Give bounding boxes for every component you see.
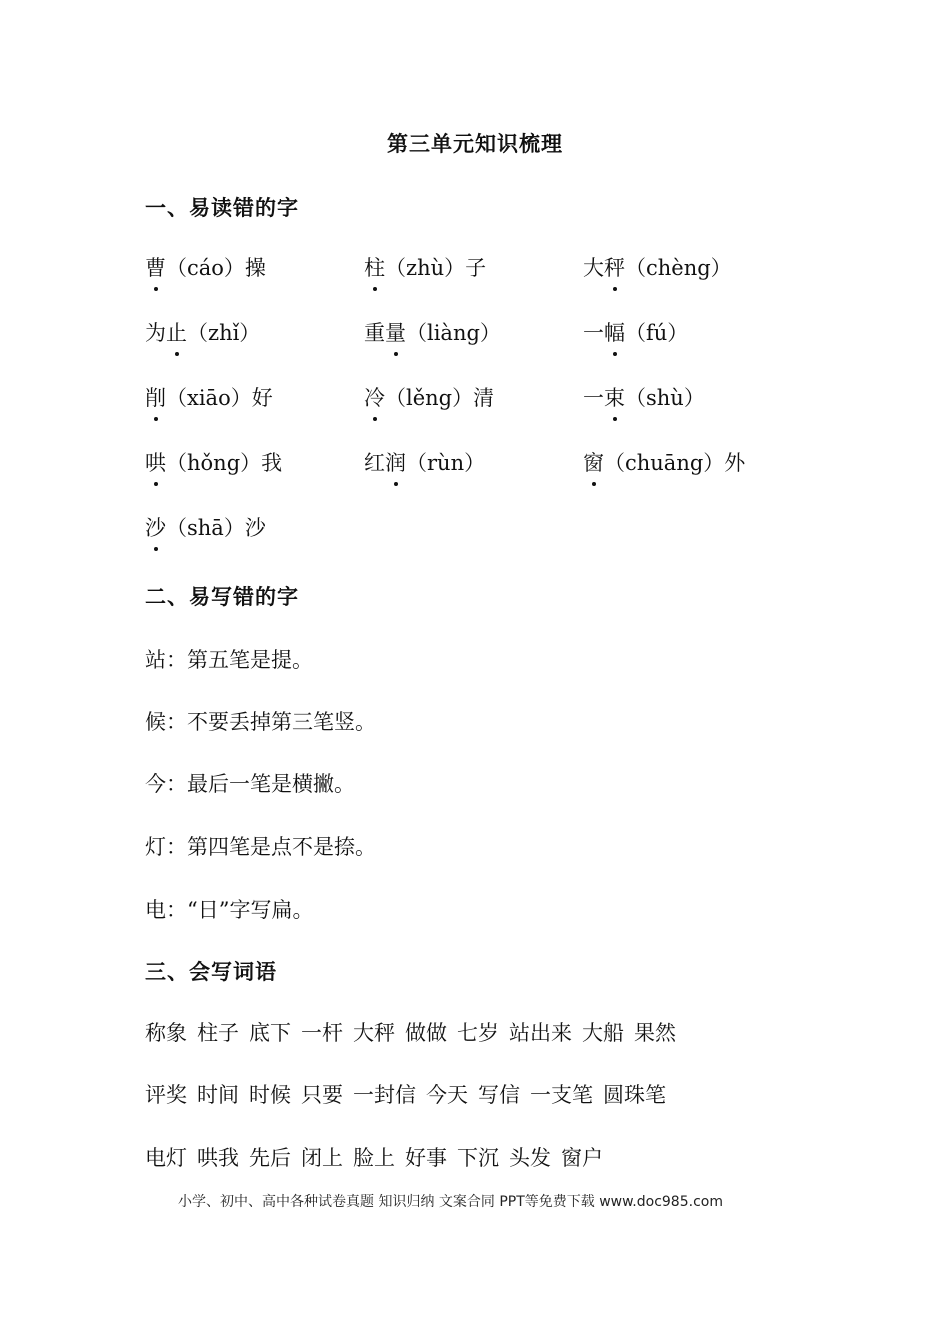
dotted-character: 束 bbox=[604, 382, 625, 412]
pinyin-and-suffix: （chèng） bbox=[625, 256, 732, 280]
writing-tip-line: 今：最后一笔是横撇。 bbox=[145, 772, 355, 796]
word-prefix: 一 bbox=[583, 386, 604, 410]
misread-item bbox=[145, 317, 260, 347]
dotted-character: 削 bbox=[145, 382, 166, 412]
vocabulary-word: 只要 bbox=[301, 1083, 343, 1107]
vocabulary-word: 写信 bbox=[478, 1083, 520, 1107]
misread-row bbox=[145, 252, 865, 292]
vocabulary-word: 柱子 bbox=[197, 1021, 239, 1045]
pinyin-and-suffix: （zhù）子 bbox=[385, 256, 487, 280]
misread-row bbox=[145, 447, 865, 487]
pinyin-and-suffix: （rùn） bbox=[406, 451, 486, 475]
dotted-character: 曹 bbox=[145, 252, 166, 282]
misread-item bbox=[583, 252, 732, 282]
vocabulary-word: 果然 bbox=[634, 1021, 676, 1045]
misread-item bbox=[364, 382, 494, 412]
word-prefix: 一 bbox=[583, 321, 604, 345]
misread-item bbox=[364, 317, 501, 347]
dotted-character: 哄 bbox=[145, 447, 166, 477]
dotted-character: 幅 bbox=[604, 317, 625, 347]
dotted-character: 量 bbox=[385, 317, 406, 347]
pinyin-and-suffix: （shù） bbox=[625, 386, 705, 410]
vocabulary-word: 一杆 bbox=[301, 1021, 343, 1045]
vocabulary-word: 下沉 bbox=[457, 1146, 499, 1170]
pinyin-and-suffix: （chuāng）外 bbox=[604, 451, 746, 475]
pinyin-and-suffix: （xiāo）好 bbox=[166, 386, 273, 410]
misread-row bbox=[145, 512, 865, 552]
vocabulary-word: 哄我 bbox=[197, 1146, 239, 1170]
misread-item bbox=[145, 382, 273, 412]
vocabulary-word: 圆珠笔 bbox=[603, 1083, 666, 1107]
pinyin-and-suffix: （lěng）清 bbox=[385, 386, 495, 410]
dotted-character: 秤 bbox=[604, 252, 625, 282]
misread-item bbox=[145, 512, 266, 542]
pinyin-and-suffix: （zhǐ） bbox=[187, 321, 261, 345]
vocabulary-word: 一封信 bbox=[353, 1083, 416, 1107]
misread-item bbox=[583, 382, 705, 412]
vocabulary-word: 做做 bbox=[405, 1021, 447, 1045]
dotted-character: 窗 bbox=[583, 447, 604, 477]
vocabulary-word: 一支笔 bbox=[530, 1083, 593, 1107]
dotted-character: 柱 bbox=[364, 252, 385, 282]
footer-text: 小学、初中、高中各种试卷真题 知识归纳 文案合同 PPT等免费下载 www.doc985.com bbox=[178, 1194, 723, 1210]
section-heading-misread: 一、易读错的字 bbox=[145, 196, 299, 220]
page-title: 第三单元知识梳理 bbox=[387, 132, 563, 156]
writing-tip-line: 灯：第四笔是点不是捺。 bbox=[145, 835, 376, 859]
writing-tip-line: 候：不要丢掉第三笔竖。 bbox=[145, 710, 376, 734]
misread-item bbox=[145, 252, 266, 282]
dotted-character: 沙 bbox=[145, 512, 166, 542]
vocabulary-word: 今天 bbox=[426, 1083, 468, 1107]
vocabulary-word: 站出来 bbox=[509, 1021, 572, 1045]
vocabulary-line bbox=[145, 1079, 676, 1109]
vocabulary-word: 脸上 bbox=[353, 1146, 395, 1170]
vocabulary-word: 时候 bbox=[249, 1083, 291, 1107]
vocabulary-line bbox=[145, 1142, 613, 1172]
vocabulary-word: 电灯 bbox=[145, 1146, 187, 1170]
vocabulary-word: 七岁 bbox=[457, 1021, 499, 1045]
misread-item bbox=[145, 447, 282, 477]
vocabulary-word: 大秤 bbox=[353, 1021, 395, 1045]
pinyin-and-suffix: （liàng） bbox=[406, 321, 501, 345]
dotted-character: 润 bbox=[385, 447, 406, 477]
vocabulary-word: 闭上 bbox=[301, 1146, 343, 1170]
word-prefix: 为 bbox=[145, 321, 166, 345]
vocabulary-word: 称象 bbox=[145, 1021, 187, 1045]
writing-tip-line: 电：“日”字写扁。 bbox=[145, 898, 314, 922]
pinyin-and-suffix: （hǒng）我 bbox=[166, 451, 283, 475]
misread-item bbox=[364, 447, 485, 477]
dotted-character: 止 bbox=[166, 317, 187, 347]
vocabulary-word: 时间 bbox=[197, 1083, 239, 1107]
pinyin-and-suffix: （shā）沙 bbox=[166, 516, 266, 540]
section-heading-miswritten: 二、易写错的字 bbox=[145, 585, 299, 609]
pinyin-and-suffix: （cáo）操 bbox=[166, 256, 266, 280]
vocabulary-word: 评奖 bbox=[145, 1083, 187, 1107]
section-heading-vocabulary: 三、会写词语 bbox=[145, 960, 277, 984]
vocabulary-word: 好事 bbox=[405, 1146, 447, 1170]
word-prefix: 大 bbox=[583, 256, 604, 280]
misread-item bbox=[583, 317, 688, 347]
vocabulary-word: 窗户 bbox=[561, 1146, 603, 1170]
dotted-character: 冷 bbox=[364, 382, 385, 412]
misread-row bbox=[145, 382, 865, 422]
pinyin-and-suffix: （fú） bbox=[625, 321, 689, 345]
vocabulary-word: 头发 bbox=[509, 1146, 551, 1170]
vocabulary-line bbox=[145, 1017, 686, 1047]
vocabulary-word: 大船 bbox=[582, 1021, 624, 1045]
vocabulary-word: 先后 bbox=[249, 1146, 291, 1170]
misread-row bbox=[145, 317, 865, 357]
misread-item bbox=[364, 252, 486, 282]
word-prefix: 红 bbox=[364, 451, 385, 475]
writing-tip-line: 站：第五笔是提。 bbox=[145, 648, 313, 672]
word-prefix: 重 bbox=[364, 321, 385, 345]
misread-item bbox=[583, 447, 745, 477]
vocabulary-word: 底下 bbox=[249, 1021, 291, 1045]
